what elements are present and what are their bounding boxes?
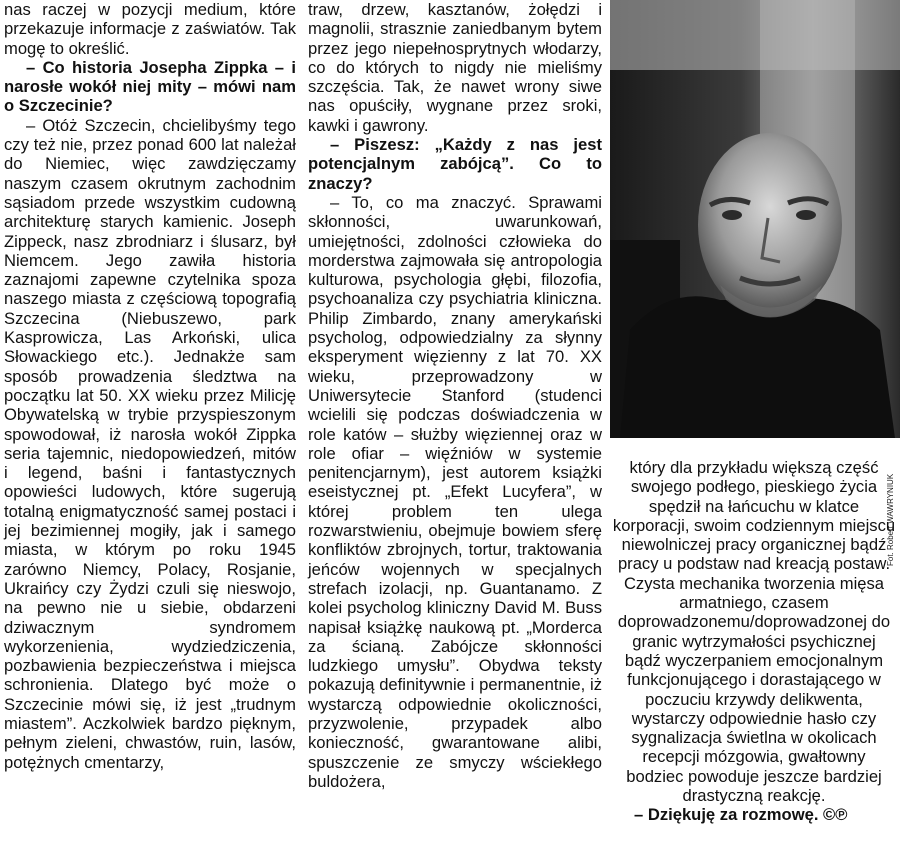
interview-question-2: – Piszesz: „Każdy z nas jest potencjalnym zabójcą”. Co to znaczy?: [308, 135, 602, 193]
portrait-photo: [610, 0, 900, 438]
paragraph-continuation: traw, drzew, kasztanów, żołędzi i magnolii, strasznie zaniedbanym bytem przez jego niepełnosprytnych włodarzy, co do których to nigdy nie mieliśmy szczęścia. Tak, że nawet wrony siwe nas opuściły, wygnane przez sroki, kawki i gawrony.: [308, 0, 602, 135]
interview-question-1: – Co historia Josepha Zippka – i narosłe wokół niej mity – mówi nam o Szczecinie?: [4, 57, 296, 116]
photo-credit: Fot. Robert WAWRYNIUK: [886, 473, 895, 566]
interview-answer-2: – To, co ma znaczyć. Sprawami skłonności, uwarunkowań, umiejętności, zdolności człowieka do morderstwa zajmowała się antropologia kulturowa, psychologia głębi, filozofia, psychoanaliza czy psychiatria kliniczna. Philip Zimbardo, znany amerykański psycholog, odpowiedzialny za słynny eksperyment więzienny z lat 70. XX wieku, przeprowadzony w Uniwersytecie Stanford (studenci wcielili się podczas doświadczenia w role katów – służby więziennej oraz w role ofiar – więźniów w systemie penitencjarnym), jest autorem książki eseistycznej pt. „Efekt Lucyfera”, w której problem ten ulega rozwarstwieniu, obejmuje bowiem sferę konfliktów zbrojnych, tortur, traktowania jeńców wojennych w specjalnych strefach izolacji, np. Guantanamo. Z kolei psycholog kliniczny David M. Buss napisał książkę naukową pt. „Morderca za ścianą. Zabójcze skłonności ludzkiego umysłu”. Obydwa teksty pokazują definitywnie i permanentnie, iż wystarczą odpowiednie okoliczności, przyzwolenie, przypadek albo konieczność, gwarantowane alibi, spuszczenie ze smyczy wściekłego buldożera,: [308, 192, 602, 791]
portrait-illustration: [610, 0, 900, 438]
interview-answer-1: – Otóż Szczecin, chcielibyśmy tego czy też nie, przez ponad 600 lat należał do Niemiec, więc zawdzięczamy naszym czasem okrutnym zachodnim sąsiadom przede wszystkim cudowną architekturę starych kamienic. Joseph Zippeck, nasz zbrodniarz i ślusarz, był Niemcem. Jego zawiła historia zaznajomi zapewne czytelnika spoza naszego miasta z częściową topografią Szczecina (Niebuszewo, park Kasprowicza, Las Arkoński, ulica Słowackiego etc.). Jednakże sam sposób prowadzenia śledztwa na początku lat 50. XX wieku przez Milicję Obywatelską w trybie przyspieszonym spowodował, iż narosła wokół Zippka seria tajemnic, niedopowiedzeń, mitów i legend, baśni i fantastycznych opowieści ludowych, które sugerują totalną enigmatyczność samej postaci i jej bezimiennej mogiły, jak i samego miasta, w którym po roku 1945 zarówno Niemcy, Polacy, Rosjanie, Ukraińcy czy Żydzi czuli się nieswojo, na pewno nie u siebie, obdarzeni dziwacznym syndromem wykorzenienia, wydziedziczenia, pozbawienia bezpieczeństwa i miejsca schronienia. Dlatego być może o Szczecinie mówi się, iż jest „trudnym miastem”. Aczkolwiek bardzo pięknym, pełnym zieleni, chwastów, ruin, lasów, potężnych cmentarzy,: [4, 115, 296, 772]
interview-closing: – Dziękuję za rozmowę. ©℗: [634, 805, 848, 825]
paragraph-intro: nas raczej w pozycji medium, które przekazuje informacje z zaświatów. Tak mogę to określić.: [4, 0, 296, 58]
paragraph-final: który dla przykładu większą część swojego podłego, pieskiego życia spędził na łańcuchu w klatce korporacji, swoim codziennym miejscu niewolniczej pracy organicznej bądź pracy u podstaw nad kreacją postaw. Czysta mechanika tworzenia mięsa armatniego, czasem doprowadzonemu/doprowadzonej do granic wytrzymałości psychicznej bądź wyczerpaniem emocjonalnym funkcjonującego i dorastającego w poczuciu krzywdy delikwenta, wystarczy odpowiednie hasło czy sygnalizacja świetlna w okolicach recepcji mózgowia, gwałtowny bodziec powoduje jeszcze bardziej drastyczną reakcję.: [612, 458, 896, 806]
article-column-1: [4, 0, 296, 772]
article-column-3: [612, 458, 896, 825]
article-column-2: [308, 0, 602, 791]
